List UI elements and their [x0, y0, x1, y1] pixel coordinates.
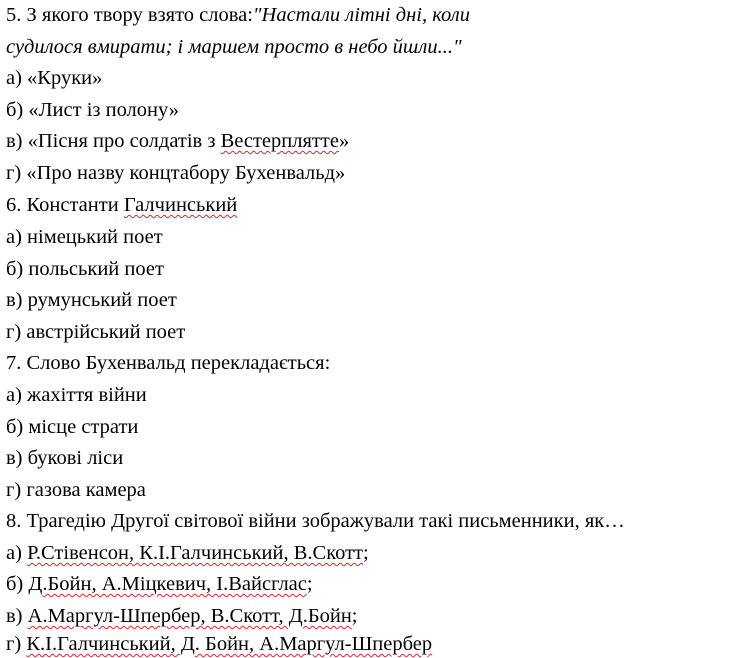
question-5-line1	[6, 3, 470, 29]
q7-option-b: б) місце страти	[6, 416, 139, 438]
q8-option-d	[6, 632, 432, 658]
q6-option-a: а) німецький поет	[6, 226, 163, 248]
q5-option-d: г) «Про назву концтабору Бухенвальд»	[6, 162, 346, 184]
question-8: 8. Трагедію Другої світової війни зображували такі письменники, як…	[6, 510, 625, 532]
q5-option-c-flagged: Вестерплятте	[220, 130, 339, 152]
q5-option-c-pre: в) «Пісня про солдатів з	[6, 130, 221, 152]
question-6-pre: 6. Константи	[6, 194, 124, 216]
q8-option-c-flagged: А.Маргул-Шпербер, В.Скотт, Д.Бойн	[27, 605, 352, 627]
q8-option-b	[6, 572, 313, 598]
q8-option-d-flagged: К.І.Галчинський, Д. Бойн, А.Маргул-Шпербер	[26, 633, 433, 655]
q5-option-a: а) «Круки»	[6, 67, 103, 89]
question-5-quote-part2: судилося вмирати; і маршем просто в небо йшли..."	[6, 36, 462, 58]
q8-option-a	[6, 541, 369, 567]
q7-option-c: в) букові ліси	[6, 447, 124, 469]
q8-option-a-post: ;	[363, 542, 369, 564]
question-6-flagged: Галчинський	[123, 194, 238, 216]
q7-option-a: а) жахіття війни	[6, 384, 147, 406]
q6-option-d: г) австрійський поет	[6, 321, 186, 343]
q8-option-d-pre: г)	[6, 633, 27, 655]
q5-option-c-post: »	[338, 130, 350, 152]
q6-option-c: в) румунський поет	[6, 289, 177, 311]
q5-option-c	[6, 129, 349, 155]
q8-option-b-pre: б)	[6, 573, 29, 595]
q8-option-b-flagged: Д.Бойн, А.Міцкевич, І.Вайсглас	[28, 573, 307, 595]
q8-option-a-pre: а)	[6, 542, 28, 564]
q8-option-b-post: ;	[306, 573, 313, 595]
question-6	[6, 193, 237, 219]
q7-option-d: г) газова камера	[6, 479, 146, 501]
question-5-prefix: 5. З якого твору взято слова:	[6, 4, 253, 26]
q8-option-c-pre: в)	[6, 605, 28, 627]
question-5-quote-part1: "Настали літні дні, коли	[252, 4, 470, 26]
q8-option-a-flagged: Р.Стівенсон, К.І.Галчинський, В.Скотт	[27, 542, 364, 564]
question-5-line2	[6, 35, 462, 61]
q6-option-b: б) польський поет	[6, 258, 164, 280]
question-7: 7. Слово Бухенвальд перекладається:	[6, 352, 331, 374]
q8-option-c	[6, 604, 358, 630]
q5-option-b: б) «Лист із полону»	[6, 99, 180, 121]
q8-option-c-post: ;	[351, 605, 358, 627]
